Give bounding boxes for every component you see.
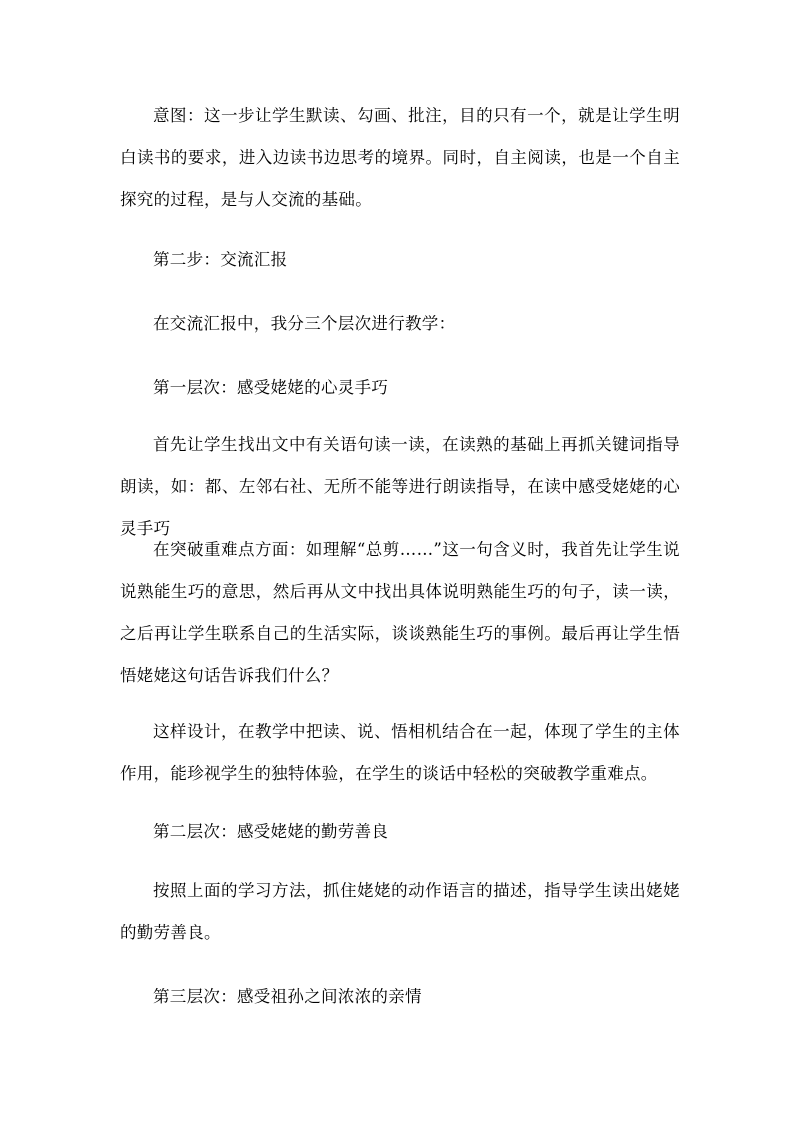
paragraph-key-difficulty: 在突破重难点方面：如理解“总剪……”这一句含义时，我首先让学生说说熟能生巧的意思，然后再从文中找出具体说明熟能生巧的句子，读一读，之后再让学生联系自己的生活实际，谈谈熟能生巧的事例。最后再让学生悟悟姥姥这句话告诉我们什么？	[120, 540, 680, 685]
paragraph-three-levels: 在交流汇报中，我分三个层次进行教学：	[153, 314, 456, 333]
paragraph-design-rationale: 这样设计，在教学中把读、说、悟相机结合在一起，体现了学生的主体作用，能珍视学生的独特体验，在学生的谈话中轻松的突破教学重难点。	[120, 722, 680, 783]
heading-level-three: 第三层次：感受祖孙之间浓浓的亲情	[153, 987, 422, 1006]
paragraph-intent: 意图：这一步让学生默读、勾画、批注，目的只有一个，就是让学生明白读书的要求，进入边读书边思考的境界。同时，自主阅读，也是一个自主探究的过程，是与人交流的基础。	[120, 106, 680, 209]
heading-level-two: 第二层次：感受姥姥的勤劳善良	[153, 822, 389, 841]
paragraph-level-two-method: 按照上面的学习方法，抓住姥姥的动作语言的描述，指导学生读出姥姥的勤劳善良。	[120, 881, 680, 942]
paragraph-level-one-reading: 首先让学生找出文中有关语句读一读，在读熟的基础上再抓关键词指导朗读，如：都、左邻右社、无所不能等进行朗读指导，在读中感受姥姥的心灵手巧	[120, 435, 680, 538]
heading-step-two: 第二步：交流汇报	[153, 250, 288, 269]
heading-level-one: 第一层次：感受姥姥的心灵手巧	[153, 378, 389, 397]
